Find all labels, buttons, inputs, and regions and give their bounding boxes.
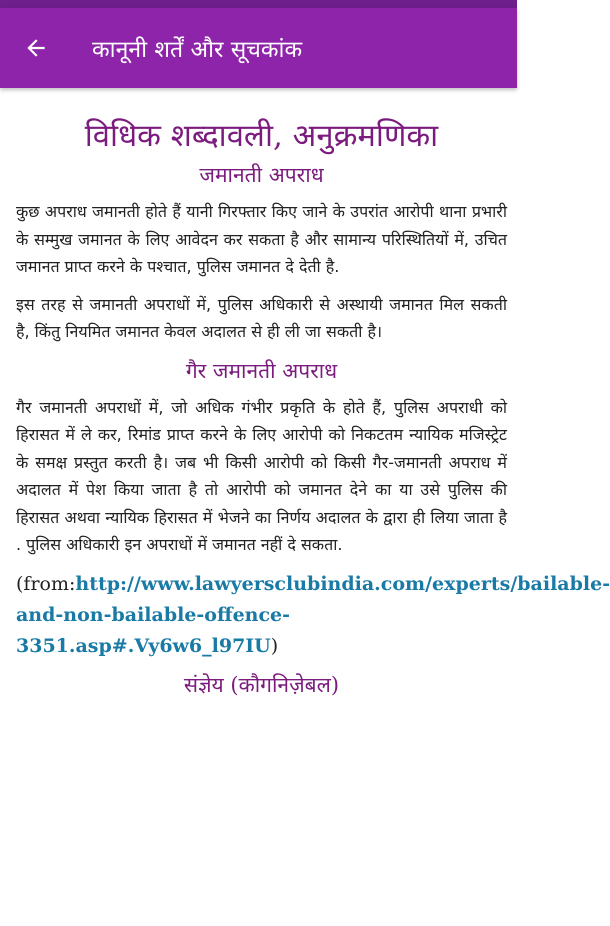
content-scroll[interactable]: [0, 114, 610, 926]
back-button[interactable]: [8, 20, 64, 76]
section-heading-bailable: जमानती अपराध: [199, 163, 324, 187]
source-citation: [16, 569, 610, 662]
app-title: कानूनी शर्तें और सूचकांक: [92, 37, 303, 63]
paragraph: कुछ अपराध जमानती होते हैं यानी गिरफ्तार किए जाने के उपरांत आरोपी थाना प्रभारी के सम्मुख जमानत के लिए आवेदन कर सकता है और सामान्य परिस्थितियों में, उचित जमानत प्राप्त करने के पश्चात, पुलिस जमानत दे देती है.: [16, 202, 507, 276]
section-heading-non-bailable: गैर जमानती अपराध: [185, 358, 338, 383]
source-link-continued[interactable]: and-non-bailable-offence-: [16, 603, 291, 626]
source-link-continued[interactable]: 3351.asp#.Vy6w6_l97IU: [16, 634, 271, 657]
main-heading: विधिक शब्दावली, अनुक्रमणिका: [84, 118, 439, 154]
source-link[interactable]: http://www.lawyersclubindia.com/experts/bailable-: [75, 572, 610, 595]
source-prefix: (from:: [16, 572, 76, 595]
app-bar: [0, 8, 517, 88]
section-heading-cognizable: संज्ञेय (कौगनिज़ेबल): [183, 672, 340, 697]
source-suffix: ): [270, 634, 279, 657]
status-bar: [0, 0, 517, 8]
paragraph: इस तरह से जमानती अपराधों में, पुलिस अधिकारी से अस्थायी जमानत मिल सकती है, किंतु नियमित जमानत केवल अदालत से ही ली जा सकती है।: [16, 294, 507, 341]
paragraph: गैर जमानती अपराधों में, जो अधिक गंभीर प्रकृति के होते हैं, पुलिस अपराधी को हिरासत में ले कर, रिमांड प्राप्त करने के लिए आरोपी को निकटतम न्यायिक मजिस्ट्रेट के समक्ष प्रस्तुत करती है। जब भी किसी आरोपी को किसी गैर-जमानती अपराध में अदालत में पेश किया जाता है तो आरोपी को जमानत देने का या उसे पुलिस की हिरासत अथवा न्यायिक हिरासत में भेजने का निर्णय अदालत के द्वारा ही लिया जाता है . पुलिस अधिकारी इन अपराधों में जमानत नहीं दे सकता.: [16, 397, 507, 554]
arrow-back-icon: [23, 35, 49, 61]
